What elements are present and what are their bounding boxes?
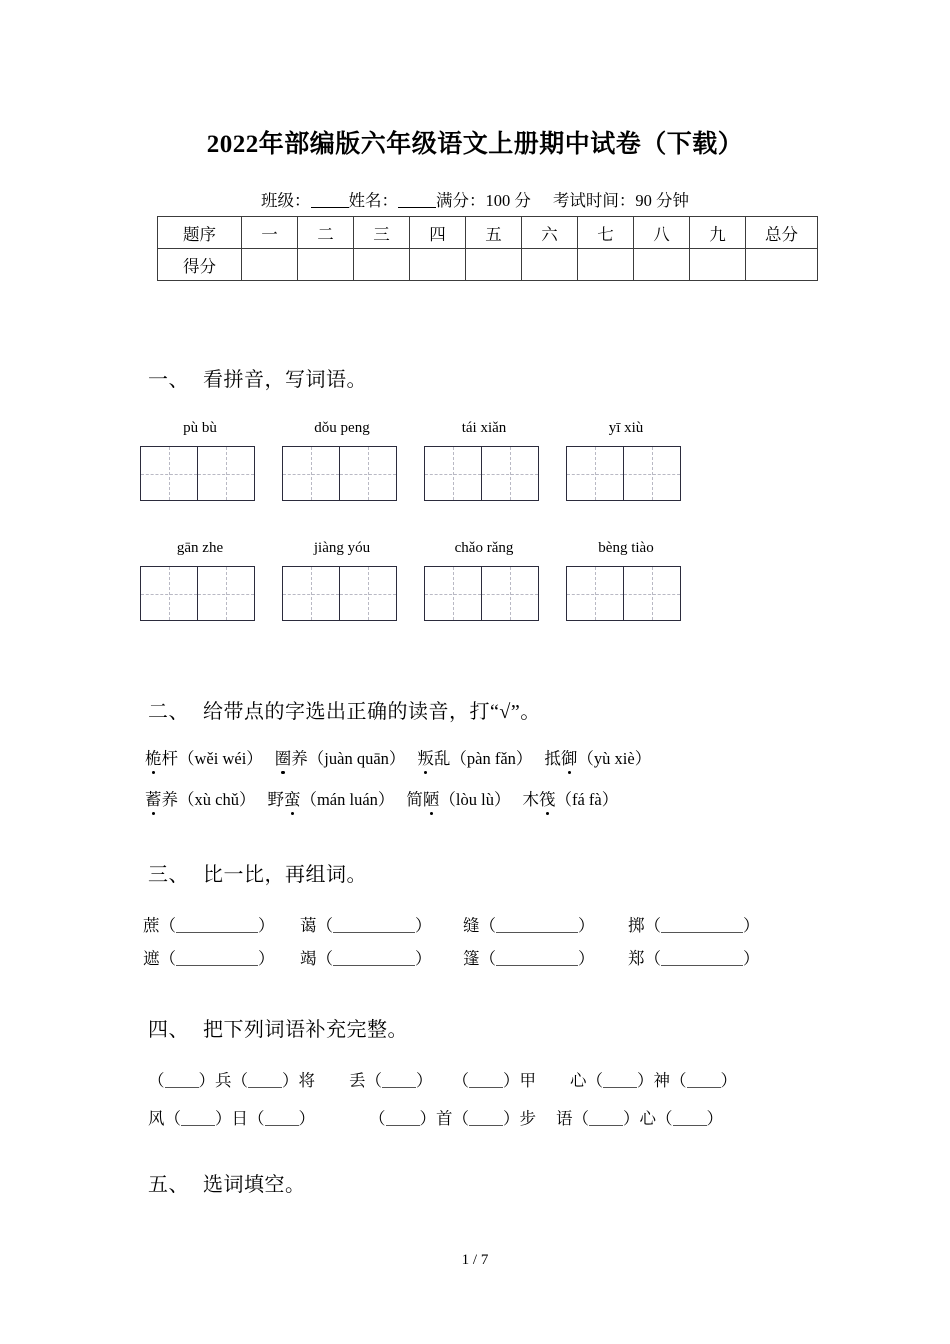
page-title: 2022年部编版六年级语文上册期中试卷（下载） bbox=[206, 131, 744, 158]
q4-blank[interactable] bbox=[165, 1074, 199, 1088]
q2-options[interactable]: juàn quān bbox=[324, 749, 389, 768]
paren-open: （ bbox=[450, 749, 467, 768]
character-grid[interactable] bbox=[566, 566, 681, 621]
q4-text: ） bbox=[416, 1071, 433, 1090]
paren-close: ） bbox=[246, 749, 263, 768]
paren-open: （ bbox=[577, 749, 594, 768]
q3-char: 篷 bbox=[463, 949, 480, 968]
q3-answer-blank[interactable] bbox=[661, 919, 743, 933]
paren-open: （ bbox=[555, 790, 572, 809]
pinyin-label: jiàng yóu bbox=[313, 540, 371, 556]
class-label: 班级： bbox=[261, 191, 311, 210]
q4-idiom bbox=[148, 1109, 315, 1128]
q2-options[interactable]: mán luán bbox=[316, 790, 378, 809]
q3-item bbox=[628, 945, 760, 969]
q2-item[interactable] bbox=[275, 749, 406, 768]
table-row bbox=[158, 217, 818, 249]
q4-text: 心（ bbox=[570, 1071, 603, 1090]
section-heading-1 bbox=[148, 363, 367, 392]
q3-item bbox=[463, 945, 595, 969]
q4-blank[interactable] bbox=[469, 1112, 503, 1126]
pinyin-label: tái xiǎn bbox=[461, 420, 507, 436]
q4-text: ）甲 bbox=[503, 1071, 536, 1090]
q4-text: ）将 bbox=[282, 1071, 315, 1090]
q4-idiom bbox=[349, 1071, 433, 1090]
grid-cell[interactable] bbox=[198, 567, 255, 620]
cell-q4: 四 bbox=[410, 217, 466, 249]
q4-blank[interactable] bbox=[386, 1112, 420, 1126]
paren-close: ） bbox=[238, 790, 256, 809]
pinyin-label: dǒu peng bbox=[314, 420, 370, 436]
q3-answer-blank[interactable] bbox=[176, 919, 258, 933]
paren-open: （ bbox=[159, 916, 176, 935]
q2-item[interactable] bbox=[145, 749, 263, 768]
q2-item[interactable] bbox=[417, 749, 532, 768]
q4-text: ）兵（ bbox=[198, 1071, 248, 1090]
q4-text: ） bbox=[720, 1071, 737, 1090]
section-number-4: 四、 bbox=[148, 1019, 189, 1041]
section-heading-5 bbox=[148, 1168, 306, 1197]
q4-text: 风（ bbox=[148, 1109, 181, 1128]
q4-idiom bbox=[148, 1071, 315, 1090]
name-label: 姓名： bbox=[348, 191, 398, 210]
q4-text: ） bbox=[298, 1109, 315, 1128]
score-cell-q8[interactable] bbox=[634, 249, 690, 281]
q2-char: 抵 bbox=[544, 749, 561, 768]
paren-close: ） bbox=[493, 790, 511, 809]
score-cell-q2[interactable] bbox=[298, 249, 354, 281]
section-number-1: 一、 bbox=[148, 369, 189, 391]
q3-answer-blank[interactable] bbox=[661, 952, 743, 966]
table-row bbox=[158, 249, 818, 281]
paren-close: ） bbox=[743, 949, 760, 968]
q2-options[interactable]: xù chǔ bbox=[194, 790, 239, 809]
pinyin-label: yī xiù bbox=[608, 420, 644, 436]
dotted-char: 蛮 bbox=[284, 786, 301, 810]
grid-cell[interactable] bbox=[283, 567, 340, 620]
paren-close: ） bbox=[377, 790, 395, 809]
q4-text: ）首（ bbox=[419, 1109, 469, 1128]
paren-open: （ bbox=[439, 790, 456, 809]
section-title-3: 比一比，再组词。 bbox=[203, 864, 367, 886]
q3-item bbox=[300, 945, 432, 969]
q2-row-2 bbox=[145, 786, 618, 810]
full-score-label: 满分： bbox=[436, 191, 486, 210]
q2-char: 简 bbox=[406, 790, 423, 809]
paren-open: （ bbox=[644, 916, 661, 935]
q2-options[interactable]: fá fà bbox=[571, 790, 602, 809]
paren-close: ） bbox=[388, 749, 406, 768]
pinyin-label: gān zhe bbox=[176, 540, 224, 556]
exam-info-line bbox=[0, 187, 950, 211]
section-number-2: 二、 bbox=[148, 701, 189, 723]
section-heading-3 bbox=[148, 858, 367, 887]
dotted-char: 桅 bbox=[145, 745, 162, 769]
grid-cell[interactable] bbox=[141, 447, 198, 500]
score-cell-q9[interactable] bbox=[690, 249, 746, 281]
row-header-question-order: 题序 bbox=[158, 217, 242, 249]
q4-text: （ bbox=[369, 1109, 386, 1128]
paren-close: ） bbox=[601, 790, 619, 809]
full-score-value: 100 分 bbox=[485, 191, 531, 210]
section-heading-2 bbox=[148, 695, 541, 724]
section-title-1: 看拼音，写词语。 bbox=[203, 369, 367, 391]
score-cell-q1[interactable] bbox=[242, 249, 298, 281]
q4-blank[interactable] bbox=[181, 1112, 215, 1126]
q3-item bbox=[628, 912, 760, 936]
q4-idiom bbox=[369, 1109, 536, 1128]
q4-text: ）神（ bbox=[637, 1071, 687, 1090]
q3-item bbox=[143, 945, 275, 969]
paren-open: （ bbox=[307, 749, 325, 768]
pinyin-label: pù bù bbox=[183, 420, 217, 436]
q3-answer-blank[interactable] bbox=[176, 952, 258, 966]
q3-item bbox=[143, 912, 275, 936]
paren-open: （ bbox=[479, 949, 496, 968]
q2-item[interactable] bbox=[406, 790, 510, 809]
cell-q3: 三 bbox=[354, 217, 410, 249]
q2-item[interactable] bbox=[522, 790, 618, 809]
q4-idiom bbox=[556, 1109, 723, 1128]
paren-close: ） bbox=[258, 916, 275, 935]
paren-open: （ bbox=[300, 790, 317, 809]
class-blank bbox=[311, 193, 349, 208]
grid-cell[interactable] bbox=[283, 447, 340, 500]
pinyin-label: bèng tiào bbox=[598, 540, 654, 556]
row-header-score: 得分 bbox=[158, 249, 242, 281]
q3-answer-blank[interactable] bbox=[496, 919, 578, 933]
q2-item[interactable] bbox=[544, 749, 651, 768]
q2-row-1 bbox=[145, 745, 651, 769]
q2-char: 养 bbox=[161, 790, 178, 809]
dotted-char: 陋 bbox=[423, 786, 440, 810]
cell-q1: 一 bbox=[242, 217, 298, 249]
character-grid[interactable] bbox=[282, 446, 397, 501]
page-footer: 1 / 7 bbox=[461, 1252, 489, 1268]
time-label: 考试时间： bbox=[552, 191, 636, 210]
cell-q7: 七 bbox=[578, 217, 634, 249]
q2-char: 木 bbox=[522, 790, 539, 809]
section-number-5: 五、 bbox=[148, 1174, 189, 1196]
score-table bbox=[157, 216, 818, 281]
section-title-5: 选词填空。 bbox=[203, 1174, 306, 1196]
paren-open: （ bbox=[479, 916, 496, 935]
q2-char: 乱 bbox=[433, 749, 451, 768]
q4-idiom bbox=[453, 1071, 537, 1090]
section-title-2: 给带点的字选出正确的读音，打“√”。 bbox=[203, 701, 541, 723]
paren-close: ） bbox=[578, 949, 595, 968]
cell-q9: 九 bbox=[690, 217, 746, 249]
q3-answer-blank[interactable] bbox=[333, 919, 415, 933]
pinyin-label: chǎo rǎng bbox=[454, 540, 514, 556]
q3-char: 竭 bbox=[300, 949, 317, 968]
q3-char: 遮 bbox=[143, 949, 160, 968]
q3-char: 蔼 bbox=[300, 916, 317, 935]
paren-close: ） bbox=[515, 749, 533, 768]
score-cell-q5[interactable] bbox=[466, 249, 522, 281]
cell-q8: 八 bbox=[634, 217, 690, 249]
character-grid[interactable] bbox=[282, 566, 397, 621]
cell-q2: 二 bbox=[298, 217, 354, 249]
paren-close: ） bbox=[634, 749, 652, 768]
grid-cell[interactable] bbox=[567, 567, 624, 620]
paren-close: ） bbox=[578, 916, 595, 935]
paren-close: ） bbox=[258, 949, 275, 968]
grid-cell[interactable] bbox=[482, 447, 539, 500]
q4-blank[interactable] bbox=[687, 1074, 721, 1088]
q4-blank[interactable] bbox=[382, 1074, 416, 1088]
grid-cell[interactable] bbox=[340, 567, 397, 620]
score-cell-total[interactable] bbox=[746, 249, 818, 281]
character-grid[interactable] bbox=[140, 566, 255, 621]
q2-options[interactable]: wěi wéi bbox=[194, 749, 247, 768]
q4-row-1 bbox=[148, 1067, 737, 1091]
dotted-char: 御 bbox=[561, 745, 578, 769]
q3-answer-blank[interactable] bbox=[496, 952, 578, 966]
q4-text: ） bbox=[706, 1109, 723, 1128]
q4-text: （ bbox=[452, 1071, 469, 1090]
q4-row-2 bbox=[148, 1105, 723, 1129]
q4-text: ）步 bbox=[503, 1109, 536, 1128]
grid-cell[interactable] bbox=[482, 567, 539, 620]
paren-open: （ bbox=[644, 949, 661, 968]
grid-cell[interactable] bbox=[425, 567, 482, 620]
score-cell-q3[interactable] bbox=[354, 249, 410, 281]
cell-q6: 六 bbox=[522, 217, 578, 249]
paren-close: ） bbox=[743, 916, 760, 935]
q4-text: ）日（ bbox=[215, 1109, 265, 1128]
q2-item[interactable] bbox=[267, 790, 394, 809]
q2-item[interactable] bbox=[145, 790, 255, 809]
paren-open: （ bbox=[178, 749, 195, 768]
q3-item bbox=[300, 912, 432, 936]
cell-q5: 五 bbox=[466, 217, 522, 249]
dotted-char: 圈 bbox=[275, 745, 292, 769]
grid-cell[interactable] bbox=[624, 567, 681, 620]
q4-idiom bbox=[570, 1071, 737, 1090]
q4-blank[interactable] bbox=[469, 1074, 503, 1088]
q2-char: 杆 bbox=[161, 749, 178, 768]
q3-char: 蔗 bbox=[143, 916, 160, 935]
grid-cell[interactable] bbox=[141, 567, 198, 620]
q4-blank[interactable] bbox=[248, 1074, 282, 1088]
dotted-char: 筏 bbox=[539, 786, 556, 810]
cell-total: 总分 bbox=[746, 217, 818, 249]
q2-options[interactable]: pàn fǎn bbox=[466, 749, 516, 768]
q4-text: （ bbox=[148, 1071, 165, 1090]
section-number-3: 三、 bbox=[148, 864, 189, 886]
q2-char: 野 bbox=[267, 790, 284, 809]
paren-close: ） bbox=[415, 916, 432, 935]
grid-cell[interactable] bbox=[624, 447, 681, 500]
q2-options[interactable]: lòu lù bbox=[455, 790, 494, 809]
q4-text: ）心（ bbox=[623, 1109, 673, 1128]
dotted-char: 蓄 bbox=[145, 786, 162, 810]
q3-char: 郑 bbox=[628, 949, 645, 968]
paren-open: （ bbox=[178, 790, 195, 809]
q2-char: 养 bbox=[291, 749, 308, 768]
paren-open: （ bbox=[159, 949, 176, 968]
score-cell-q4[interactable] bbox=[410, 249, 466, 281]
q2-options[interactable]: yù xiè bbox=[593, 749, 635, 768]
character-grid[interactable] bbox=[424, 446, 539, 501]
section-title-4: 把下列词语补充完整。 bbox=[203, 1019, 408, 1041]
q3-char: 掷 bbox=[628, 916, 645, 935]
q4-blank[interactable] bbox=[265, 1112, 299, 1126]
q4-blank[interactable] bbox=[589, 1112, 623, 1126]
character-grid[interactable] bbox=[566, 446, 681, 501]
time-value: 90 分钟 bbox=[635, 191, 689, 210]
paren-open: （ bbox=[316, 916, 333, 935]
grid-cell[interactable] bbox=[567, 447, 624, 500]
section-heading-4 bbox=[148, 1013, 408, 1042]
score-cell-q7[interactable] bbox=[578, 249, 634, 281]
score-cell-q6[interactable] bbox=[522, 249, 578, 281]
q3-item bbox=[463, 912, 595, 936]
character-grid[interactable] bbox=[424, 566, 539, 621]
grid-cell[interactable] bbox=[425, 447, 482, 500]
q4-text: 语（ bbox=[556, 1109, 589, 1128]
grid-cell[interactable] bbox=[198, 447, 255, 500]
q4-text: 丢（ bbox=[349, 1071, 382, 1090]
q3-char: 缝 bbox=[463, 916, 480, 935]
grid-cell[interactable] bbox=[340, 447, 397, 500]
name-blank bbox=[398, 193, 436, 208]
q4-blank[interactable] bbox=[603, 1074, 637, 1088]
paren-close: ） bbox=[415, 949, 432, 968]
character-grid[interactable] bbox=[140, 446, 255, 501]
q3-answer-blank[interactable] bbox=[333, 952, 415, 966]
paren-open: （ bbox=[316, 949, 333, 968]
dotted-char: 叛 bbox=[417, 745, 434, 769]
q4-blank[interactable] bbox=[673, 1112, 707, 1126]
